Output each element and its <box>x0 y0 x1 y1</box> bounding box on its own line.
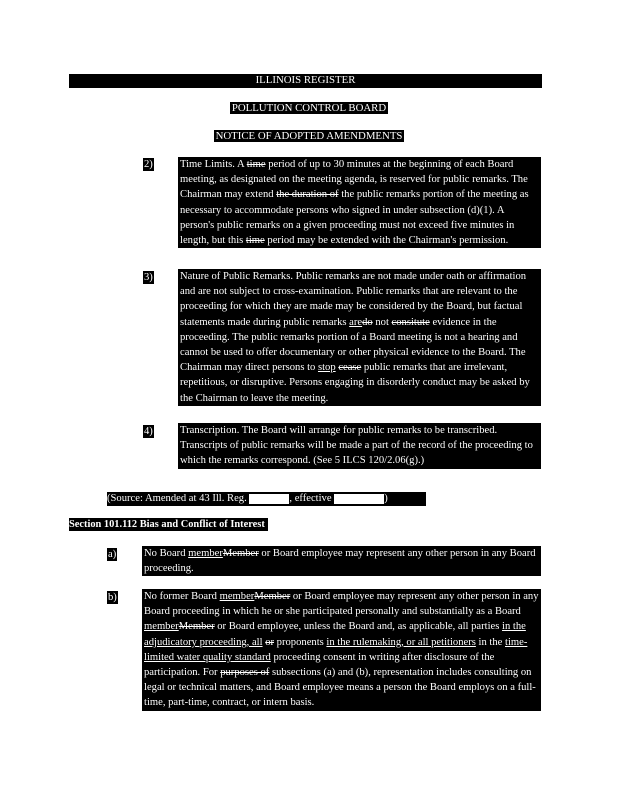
source-blank-reg <box>249 494 289 504</box>
sub-b-strike-1: Member <box>254 591 291 602</box>
sub-b-text-6: proceeding consent in writing after disclosure of the participation. For <box>144 651 495 679</box>
source-suffix: ) <box>384 493 388 504</box>
subsection-b <box>142 589 541 711</box>
sub-a-strike-1: Member <box>222 548 259 559</box>
sub-b-text-5: in the <box>475 636 505 648</box>
item-2-text-2: period of up to 30 minutes at the beginning of each Board meeting, as designated on the meeting agenda, is reserved for public remarks. The Chairman may extend <box>180 159 528 201</box>
subsection-number-a: a) <box>108 549 117 560</box>
section-heading: Section 101.112 Bias and Conflict of Interest <box>69 518 268 531</box>
item-2-strike-1: time <box>246 159 266 170</box>
sub-b-text-3: or Board employee, unless the Board and, as applicable, all parties <box>214 621 503 633</box>
item-time-limits <box>178 157 541 248</box>
item-3-insert-2: stop <box>317 362 336 374</box>
item-2-text-4: period may be extended with the Chairman's permission. <box>264 235 509 247</box>
item-3-text-2: not <box>372 316 392 328</box>
sub-a-insert-1: member <box>188 548 223 559</box>
item-3-strike-2: consitute <box>391 316 430 328</box>
item-number-3: 3) <box>144 272 153 283</box>
sub-b-strike-3: or <box>265 636 275 648</box>
item-transcription <box>178 423 541 469</box>
sub-b-strike-2: Member <box>178 621 215 633</box>
item-number-4: 4) <box>144 426 153 437</box>
notice-title <box>0 130 618 143</box>
item-2-strike-2: the duration of <box>276 189 339 201</box>
source-note <box>107 492 426 506</box>
sub-b-insert-2: member <box>144 621 179 633</box>
item-nature-of-public-remarks <box>178 269 541 406</box>
notice-title-text: NOTICE OF ADOPTED AMENDMENTS <box>215 130 403 142</box>
source-mid: , effective <box>289 493 335 504</box>
subsection-number-b: b) <box>108 592 117 603</box>
item-3-insert-1: are <box>349 316 363 328</box>
sub-b-insert-3: in the adjudicatory proceeding, all <box>144 621 526 648</box>
register-title: ILLINOIS REGISTER <box>255 74 356 86</box>
board-name-text: POLLUTION CONTROL BOARD <box>231 102 387 114</box>
item-3-text-3: evidence in the proceeding. The public remarks portion of a Board meeting is not a hearing and cannot be used to offer documentary or other physical evidence to the Board. The Chairman may direct persons to <box>180 316 526 374</box>
item-3-strike-3: cease <box>338 362 362 374</box>
item-2-text-1: Time Limits. A <box>180 159 247 170</box>
subsection-a <box>142 546 541 576</box>
sub-a-text-2: or Board employee may represent any other person in any Board proceeding. <box>144 548 536 575</box>
item-4-text: Transcription. The Board will arrange for public remarks to be transcribed. Transcripts of public remarks will be made a part of the record of the proceeding to which the remarks correspond. (See 5 ILCS 120/2.06(g).) <box>180 425 533 467</box>
sub-b-text-4: proponents <box>274 636 327 648</box>
sub-b-insert-1: member <box>219 591 255 602</box>
sub-a-text-1: No Board <box>144 548 189 559</box>
sub-b-insert-4: in the rulemaking, or all petitioners <box>326 636 476 648</box>
source-prefix: (Source: Amended at 43 Ill. Reg. <box>107 493 250 504</box>
register-title-bar <box>69 74 542 88</box>
item-2-text-3: the public remarks portion of the meeting as necessary to accommodate persons who signed in under subsection (d)(1). A person's public remarks on a given proceeding must not exceed five minutes in length, but this <box>180 189 529 247</box>
sub-b-text-7: subsections (a) and (b), representation includes consulting on legal or technical matters, and Board employee means a person the Board employs on a full-time, part-time, contract, or intern basis. <box>144 667 536 709</box>
item-2-strike-3: time <box>245 235 265 247</box>
sub-b-text-2: or Board employee may represent any other person in any Board proceeding in which he or she participated personally and substantially as a Board <box>144 591 539 618</box>
sub-b-text-1: No former Board <box>144 591 220 602</box>
board-name <box>0 102 618 115</box>
sub-b-insert-5: time-limited water quality standard <box>144 636 528 663</box>
item-number-2: 2) <box>144 159 153 170</box>
item-3-text-1: Nature of Public Remarks. Public remarks are not made under oath or affirmation and are not subject to cross-examination. Public remarks that are relevant to the proceeding for which they are made may be considered by the Board, but factual statements made during public remarks <box>180 271 527 328</box>
sub-b-strike-4: purposes of <box>220 667 270 679</box>
source-blank-date <box>334 494 384 504</box>
item-3-text-4: public remarks that are irrelevant, repetitious, or disruptive. Persons engaging in disorderly conduct may be asked by the Chairman to leave the meeting. <box>180 362 530 404</box>
item-3-strike-1: do <box>362 316 373 328</box>
